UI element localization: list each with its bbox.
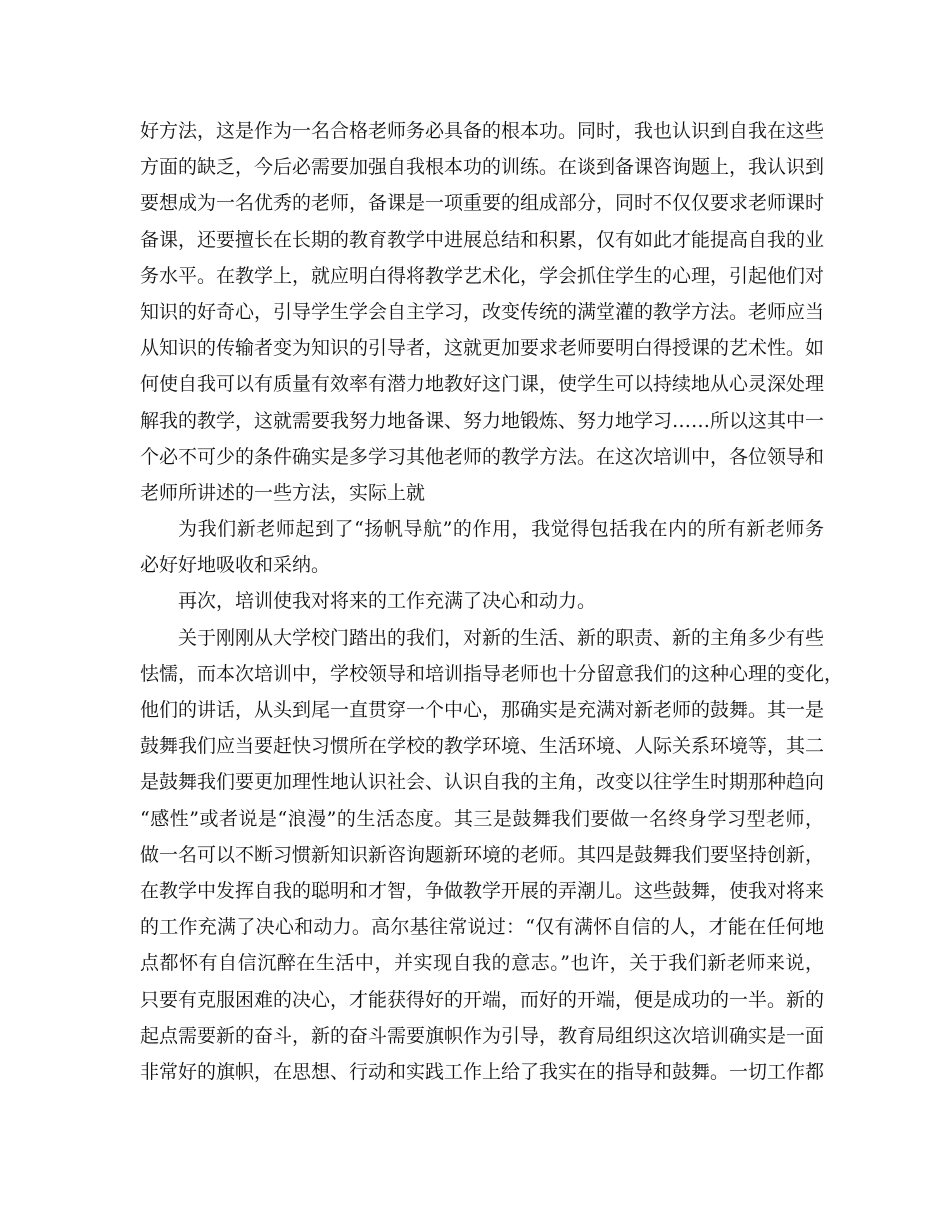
text-line: 在教学中发挥自我的聪明和才智，争做教学开展的弄潮儿。这些鼓舞，使我对将来: [140, 879, 825, 902]
text-line: 做一名可以不断习惯新知识新咨询题新环境的老师。其四是鼓舞我们要坚持创新，: [140, 843, 825, 866]
text-line: 老师所讲述的一些方法，实际上就: [140, 481, 426, 504]
text-line: 必好好地吸收和采纳。: [140, 554, 331, 577]
text-line: 只要有克服困难的决心，才能获得好的开端，而好的开端，便是成功的一半。新的: [140, 988, 825, 1011]
text-line: 鼓舞我们应当要赶快习惯所在学校的教学环境、生活环境、人际关系环境等，其二: [140, 735, 825, 758]
text-line: 非常好的旗帜，在思想、行动和实践工作上给了我实在的指导和鼓舞。一切工作都: [140, 1060, 825, 1083]
text-line: 个必不可少的条件确实是多学习其他老师的教学方法。在这次培训中，各位领导和: [140, 445, 825, 468]
text-line: 起点需要新的奋斗，新的奋斗需要旗帜作为引导，教育局组织这次培训确实是一面: [140, 1024, 825, 1047]
text-line: 点都怀有自信沉醉在生活中，并实现自我的意志。”也许，关于我们新老师来说，: [140, 952, 824, 975]
text-line: 为我们新老师起到了“扬帆导航”的作用，我觉得包括我在内的所有新老师务: [178, 518, 824, 541]
text-line: 备课，还要擅长在长期的教育教学中进展总结和积累，仅有如此才能提高自我的业: [140, 228, 825, 251]
text-line: 是鼓舞我们要更加理性地认识社会、认识自我的主角，改变以往学生时期那种趋向: [140, 771, 825, 794]
text-line: 他们的讲话，从头到尾一直贯穿一个中心，那确实是充满对新老师的鼓舞。其一是: [140, 699, 825, 721]
body-text: [140, 113, 844, 1090]
text-line: 怯懦，而本次培训中，学校领导和培训指导老师也十分留意我们的这种心理的变化，: [140, 662, 844, 685]
text-line: 何使自我可以有质量有效率有潜力地教好这门课，使学生可以持续地从心灵深处理: [140, 373, 825, 396]
text-line: 从知识的传输者变为知识的引导者，这就更加要求老师要明白得授课的艺术性。如: [140, 337, 825, 360]
text-line: 知识的好奇心，引导学生学会自主学习，改变传统的满堂灌的教学方法。老师应当: [140, 300, 825, 323]
text-line: 解我的教学，这就需要我努力地备课、努力地锻炼、努力地学习……所以这其中一: [140, 409, 825, 432]
text-line: 方面的缺乏，今后必需要加强自我根本功的训练。在谈到备课咨询题上，我认识到: [140, 156, 825, 179]
text-line: 务水平。在教学上，就应明白得将教学艺术化，学会抓住学生的心理，引起他们对: [140, 264, 825, 287]
text-line: 好方法，这是作为一名合格老师务必具备的根本功。同时，我也认识到自我在这些: [140, 120, 825, 142]
text-line: 再次，培训使我对将来的工作充满了决心和动力。: [178, 590, 597, 613]
text-line: 要想成为一名优秀的老师，备课是一项重要的组成部分，同时不仅仅要求老师课时: [140, 192, 825, 215]
text-line: 的工作充满了决心和动力。高尔基往常说过：“仅有满怀自信的人，才能在任何地: [140, 916, 824, 939]
text-line: 关于刚刚从大学校门踏出的我们，对新的生活、新的职责、新的主角多少有些: [178, 626, 825, 649]
text-line: “感性”或者说是“浪漫”的生活态度。其三是鼓舞我们要做一名终身学习型老师，: [140, 807, 824, 830]
